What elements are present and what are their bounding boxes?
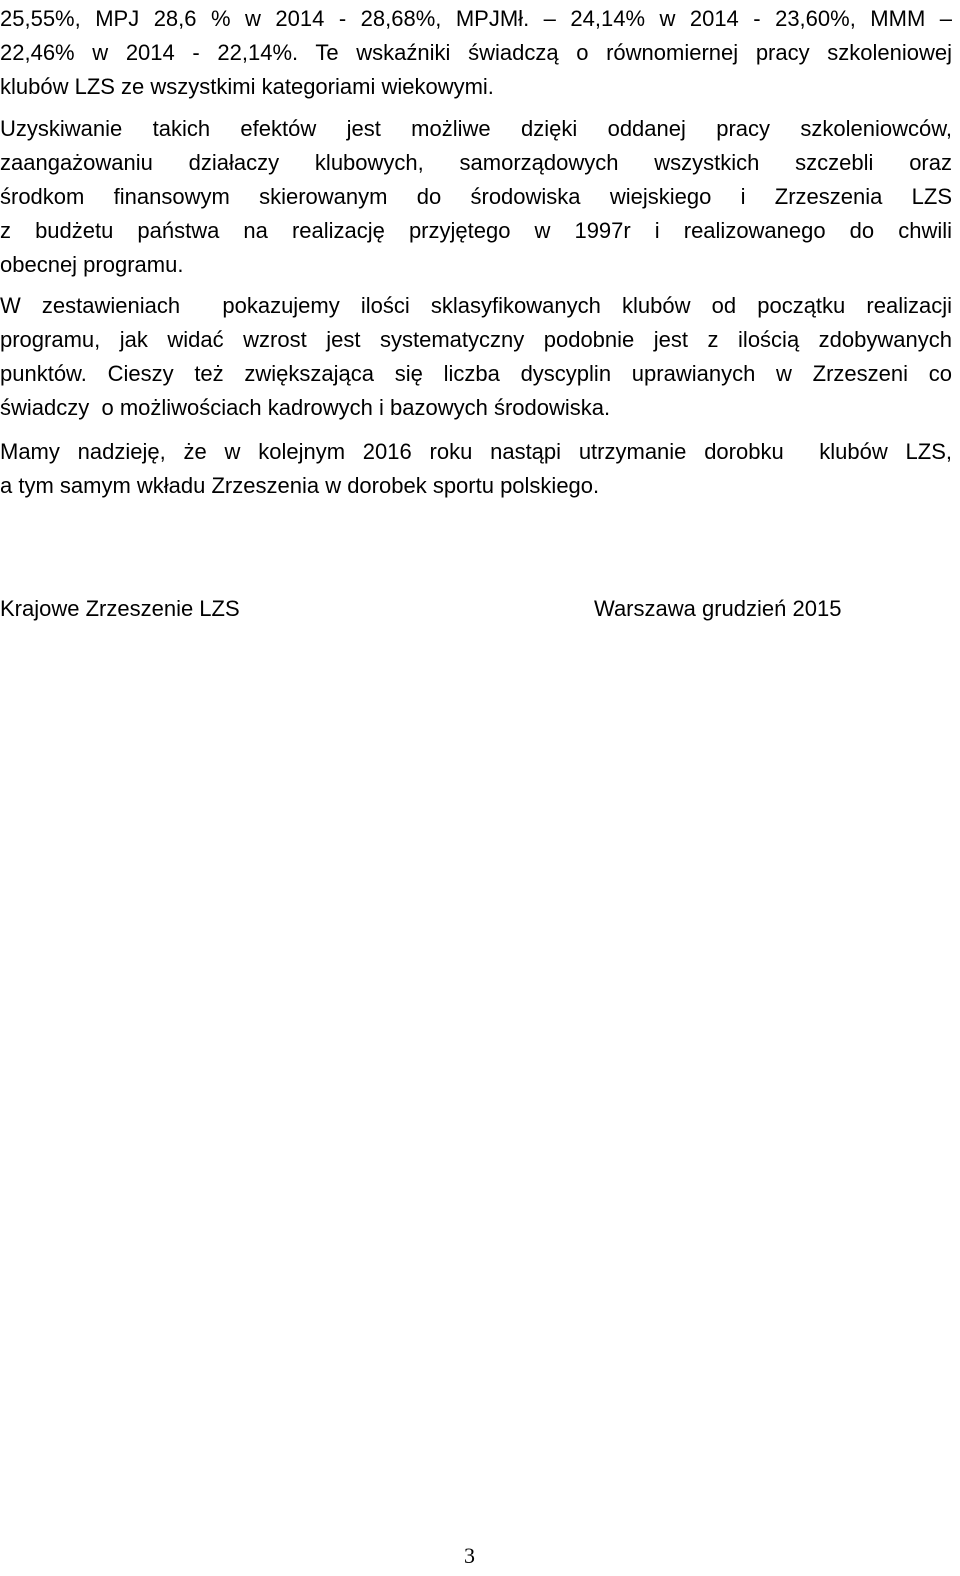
intro-line-3: klubów LZS ze wszystkimi kategoriami wiekowymi. [0, 74, 494, 99]
paragraph2-line-1: W zestawieniach pokazujemy ilości sklasyfikowanych klubów od początku realizacji [0, 293, 952, 318]
footer-place-date: Warszawa grudzień 2015 [594, 596, 842, 621]
paragraph2-line-3: punktów. Cieszy też zwiększająca się liczba dyscyplin uprawianych w Zrzeszeni co [0, 361, 952, 386]
footer-organization: Krajowe Zrzeszenie LZS [0, 596, 240, 621]
paragraph1-line-5: obecnej programu. [0, 252, 184, 277]
paragraph1-line-4: z budżetu państwa na realizację przyjętego w 1997r i realizowanego do chwili [0, 218, 952, 243]
paragraph1-line-2: zaangażowaniu działaczy klubowych, samorządowych wszystkich szczebli oraz [0, 150, 952, 175]
paragraph3-line-1: Mamy nadzieję, że w kolejnym 2016 roku nastąpi utrzymanie dorobku klubów LZS, [0, 439, 952, 464]
paragraph2-line-4: świadczy o możliwościach kadrowych i bazowych środowiska. [0, 395, 611, 420]
paragraph3-line-2: a tym samym wkładu Zrzeszenia w dorobek sportu polskiego. [0, 473, 600, 498]
paragraph1-line-1: Uzyskiwanie takich efektów jest możliwe dzięki oddanej pracy szkoleniowców, [0, 116, 952, 141]
paragraph2-line-2: programu, jak widać wzrost jest systematyczny podobnie jest z ilością zdobywanych [0, 327, 952, 352]
paragraph1-line-3: środkom finansowym skierowanym do środowiska wiejskiego i Zrzeszenia LZS [0, 184, 952, 209]
page-number: 3 [464, 1543, 475, 1568]
intro-line-2: 22,46% w 2014 - 22,14%. Te wskaźniki świadczą o równomiernej pracy szkoleniowej [0, 40, 952, 65]
intro-line-1: 25,55%, MPJ 28,6 % w 2014 - 28,68%, MPJMł. – 24,14% w 2014 - 23,60%, MMM – [0, 6, 952, 31]
